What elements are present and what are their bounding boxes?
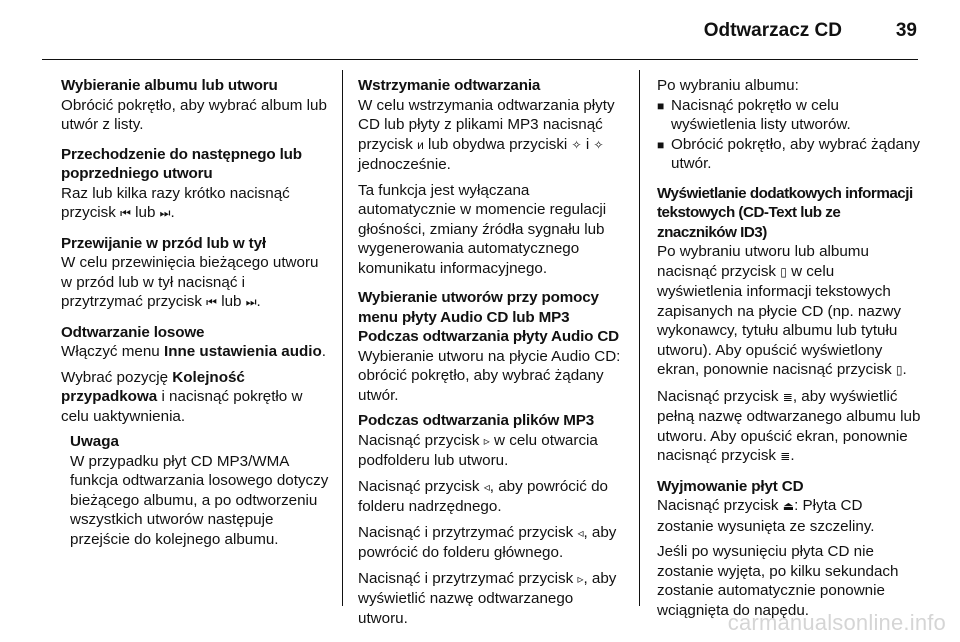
paragraph: Po wybraniu utworu lub albumu nacisnąć przycisk ▯ w celu wyświetlenia informacji tekstowych zapisanych na płycie CD (np. nazwy wykonawcy, tytułu albumu lub tytułu utworu). Aby opuścić wyświetlony ekran, ponownie nacisnąć przycisk ▯. (657, 242, 923, 381)
page-number: 39 (895, 20, 917, 41)
paragraph: Nacisnąć i przytrzymać przycisk ▹, aby wyświetlić nazwę odtwarzanego utworu. (358, 569, 617, 627)
section-heading: Odtwarzanie losowe (61, 323, 205, 341)
menu-icon: ≣ (780, 449, 791, 463)
paragraph: Obrócić pokrętło, aby wybrać album lub utwór z listy. (61, 96, 327, 133)
bullet-icon: ■ (657, 98, 665, 113)
note-text: W przypadku płyt CD MP3/WMA funkcja odtwarzania losowego dotyczy bieżącego albumu, a po odtworzeniu wszystkich utworów następuje przejście do kolejnego albumu. (70, 452, 329, 548)
paragraph: Nacisnąć przycisk ≣, aby wyświetlić pełną nazwę odtwarzanego albumu lub utworu. Aby opuścić ekran, ponownie nacisnąć przycisk ≣. (657, 387, 923, 467)
section-heading: Wybieranie albumu lub utworu (61, 77, 278, 94)
section-heading: Wyjmowanie płyt CD (657, 477, 804, 495)
paragraph: Wybrać pozycję Kolejność przypadkowa i nacisnąć pokrętło w celu uaktywnienia. (61, 368, 303, 425)
list-item: ■ Nacisnąć pokrętło w celu wyświetlenia listy utworów. (657, 96, 851, 133)
paragraph: Nacisnąć przycisk ⏏: Płyta CD zostanie wysunięta ze szczeliny. (657, 497, 875, 535)
info-icon: ▯ (780, 264, 787, 279)
subsection-heading: Podczas odtwarzania płyty Audio CD (358, 328, 619, 345)
note-heading: Uwaga (70, 433, 119, 450)
previous-track-icon: ⏮ (206, 295, 217, 309)
paragraph: Ta funkcja jest wyłączana automatycznie w momencie regulacji głośności, zmiany źródła sygnału lub wygenerowania automatycznego komunikatu informacyjnego. (358, 181, 607, 277)
right-arrow-icon: ▹ (577, 571, 584, 586)
list-item: ■ Obrócić pokrętło, aby wybrać żądany utwór. (657, 135, 921, 172)
header-divider (42, 59, 918, 60)
menu-icon: ≣ (782, 389, 793, 404)
column-2 (358, 76, 626, 628)
next-track-icon: ⏭ (245, 295, 257, 309)
menu-item-name: Kolejność przypadkowa (61, 368, 245, 405)
column-1 (61, 76, 331, 549)
paragraph: W celu przewinięcia bieżącego utworu w przód lub w tył nacisnąć i przytrzymać przycisk ⏮ lub ⏭. (61, 253, 331, 313)
volume-icon: ✧ (593, 137, 604, 152)
paragraph: Nacisnąć przycisk ◃, aby powrócić do folderu nadrzędnego. (358, 477, 608, 515)
paragraph: Jeśli po wysunięciu płyta CD nie zostanie wyjęta, po kilku sekundach zostanie automatycznie ponownie wciągnięta do napędu. (657, 543, 899, 619)
paragraph: Wybieranie utworu na płycie Audio CD: obrócić pokrętło, aby wybrać żądany utwór. (358, 347, 621, 404)
previous-track-icon: ⏮ (120, 206, 131, 220)
section-heading: Przewijanie w przód lub w tył (61, 234, 266, 252)
page-header (0, 0, 960, 62)
next-track-icon: ⏭ (159, 206, 171, 220)
eject-icon: ⏏ (782, 499, 795, 513)
section-heading: Przechodzenie do następnego lub poprzedniego utworu (61, 145, 302, 182)
paragraph: Po wybraniu albumu: (657, 77, 799, 94)
subsection-heading: Podczas odtwarzania plików MP3 (358, 412, 595, 429)
bullet-icon: ■ (657, 137, 665, 152)
volume-icon: ✧ (571, 137, 582, 152)
section-heading: Wstrzymanie odtwarzania (358, 77, 541, 94)
paragraph: Raz lub kilka razy krótko nacisnąć przycisk ⏮ lub ⏭. (61, 184, 331, 224)
page-title: Odtwarzacz CD (703, 20, 842, 41)
column-3 (657, 76, 923, 620)
section-heading: Wyświetlanie dodatkowych informacji tekstowych (CD-Text lub ze znaczników ID3) (657, 184, 913, 241)
mute-icon: ᴎ (417, 137, 424, 152)
paragraph: W celu wstrzymania odtwarzania płyty CD lub płyty z plikami MP3 nacisnąć przycisk ᴎ lub obydwa przyciski ✧ i ✧ jednocześnie. (358, 96, 615, 173)
info-icon: ▯ (895, 363, 903, 377)
right-arrow-icon: ▹ (483, 433, 490, 448)
menu-name: Inne ustawienia audio (163, 343, 322, 360)
column-divider-1 (342, 70, 343, 606)
watermark: carmanualsonline.info (727, 610, 946, 635)
note-box (70, 432, 331, 549)
left-arrow-icon: ◃ (483, 479, 490, 494)
column-divider-2 (639, 70, 640, 606)
left-arrow-icon: ◃ (577, 525, 584, 540)
paragraph: Nacisnąć i przytrzymać przycisk ◃, aby powrócić do folderu głównego. (358, 523, 617, 561)
paragraph: Włączyć menu Inne ustawienia audio. (61, 343, 327, 360)
paragraph: Nacisnąć przycisk ▹ w celu otwarcia podfolderu lub utworu. (358, 431, 598, 469)
section-heading: Wybieranie utworów przy pomocy menu płyty Audio CD lub MP3 (358, 289, 599, 326)
